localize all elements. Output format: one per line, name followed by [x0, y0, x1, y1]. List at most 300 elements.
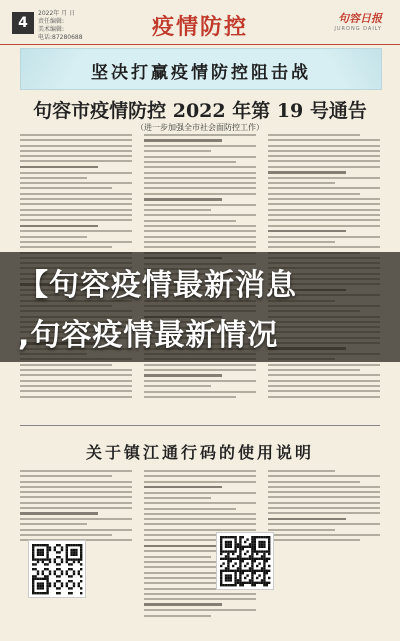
qr-module: [227, 579, 229, 581]
qr-module: [230, 560, 232, 562]
qr-module: [246, 562, 248, 564]
qr-module: [222, 570, 224, 572]
paper-subname: JURONG DAILY: [334, 26, 382, 32]
qr-module: [254, 582, 256, 584]
qr-module: [68, 568, 70, 570]
qr-module: [261, 582, 263, 584]
qr-module: [237, 546, 239, 548]
qr-module: [251, 562, 253, 564]
qr-module: [230, 570, 232, 572]
qr-module: [46, 580, 48, 582]
qr-module: [222, 562, 224, 564]
text-line: [268, 241, 335, 243]
qr-module: [44, 544, 46, 546]
qr-module: [34, 563, 36, 565]
qr-module: [268, 538, 270, 540]
qr-module: [54, 549, 56, 551]
text-line: [144, 380, 256, 382]
qr-module: [230, 579, 232, 581]
text-line: [20, 512, 98, 515]
qr-module: [66, 573, 68, 575]
qr-module: [244, 541, 246, 543]
text-line: [268, 219, 380, 221]
text-line: [268, 374, 380, 376]
section-title: 疫情防控: [151, 14, 248, 40]
text-line: [20, 139, 132, 141]
qr-module: [244, 577, 246, 579]
qr-module: [268, 558, 270, 560]
qr-module: [58, 544, 60, 546]
qr-module: [268, 577, 270, 579]
text-line: [268, 150, 380, 152]
text-line: [20, 529, 132, 531]
qr-module: [254, 536, 256, 538]
qr-module: [58, 556, 60, 558]
qr-module: [230, 550, 232, 552]
text-line: [144, 150, 211, 152]
text-line: [144, 364, 256, 366]
qr-module: [73, 561, 75, 563]
text-line: [20, 246, 112, 248]
text-line: [20, 182, 132, 184]
qr-module: [39, 585, 41, 587]
qr-module: [227, 584, 229, 586]
text-line: [268, 380, 380, 382]
qr-module: [263, 550, 265, 552]
text-line: [144, 518, 256, 520]
qr-module: [54, 570, 56, 572]
text-line: [144, 139, 222, 142]
qr-module: [239, 582, 241, 584]
qr-module: [220, 579, 222, 581]
text-line: [20, 145, 132, 147]
text-line: [20, 155, 132, 157]
text-line: [144, 470, 256, 472]
qr-module: [268, 582, 270, 584]
qr-module: [39, 554, 41, 556]
qr-module: [239, 546, 241, 548]
text-line: [20, 225, 98, 228]
notice-title: 句容市疫情防控 2022 年第 19 号通告: [33, 100, 367, 122]
qr-module: [68, 587, 70, 589]
qr-module: [263, 565, 265, 567]
text-line: [20, 166, 98, 169]
qr-module: [268, 550, 270, 552]
qr-module: [37, 592, 39, 594]
text-line: [268, 193, 360, 195]
qr-module: [34, 592, 36, 594]
qr-module: [56, 551, 58, 553]
qr-module: [58, 551, 60, 553]
qr-module: [234, 570, 236, 572]
text-line: [20, 219, 132, 221]
qr-module: [242, 584, 244, 586]
qr-module: [222, 550, 224, 552]
text-line: [268, 203, 380, 205]
qr-module: [230, 541, 232, 543]
paper-name: 句容日报: [338, 12, 382, 25]
qr-module: [239, 558, 241, 560]
qr-module: [68, 544, 70, 546]
qr-module: [256, 577, 258, 579]
qr-module: [234, 536, 236, 538]
qr-module: [261, 546, 263, 548]
text-line: [144, 220, 236, 222]
text-line: [268, 214, 380, 216]
qr-module: [42, 578, 44, 580]
qr-module: [234, 548, 236, 550]
text-line: [20, 507, 132, 509]
qr-module: [42, 585, 44, 587]
text-line: [268, 236, 380, 238]
qr-module: [251, 541, 253, 543]
text-line: [144, 385, 211, 387]
qr-module: [234, 558, 236, 560]
text-line: [144, 502, 256, 504]
qr-module: [220, 541, 222, 543]
text-line: [20, 534, 112, 536]
qr-module: [261, 543, 263, 545]
qr-module: [44, 563, 46, 565]
qr-module: [34, 544, 36, 546]
qr-module: [263, 558, 265, 560]
qr-module: [80, 556, 82, 558]
qr-module: [227, 543, 229, 545]
qr-module: [239, 579, 241, 581]
text-line: [20, 523, 87, 525]
qr-module: [225, 570, 227, 572]
text-line: [268, 166, 380, 168]
qr-module: [242, 560, 244, 562]
qr-module: [225, 541, 227, 543]
qr-module: [220, 582, 222, 584]
qr-module: [266, 536, 268, 538]
qr-module: [242, 572, 244, 574]
qr-module: [225, 543, 227, 545]
qr-module: [258, 570, 260, 572]
qr-module: [237, 558, 239, 560]
section-divider: [20, 425, 380, 426]
qr-module: [251, 558, 253, 560]
qr-module: [263, 536, 265, 538]
qr-module: [239, 577, 241, 579]
qr-module: [230, 558, 232, 560]
qr-module: [68, 558, 70, 560]
qr-module: [61, 549, 63, 551]
qr-module: [239, 574, 241, 576]
qr-module: [220, 572, 222, 574]
qr-module: [263, 562, 265, 564]
text-line: [144, 241, 256, 243]
text-line: [144, 475, 256, 477]
qr-module: [222, 536, 224, 538]
qr-module: [46, 549, 48, 551]
qr-module: [66, 558, 68, 560]
text-line: [20, 374, 132, 376]
text-line: [20, 214, 132, 216]
qr-module: [263, 560, 265, 562]
text-line: [144, 391, 256, 393]
text-line: [268, 539, 360, 541]
qr-module: [268, 546, 270, 548]
text-line: [144, 246, 256, 248]
qr-module: [32, 585, 34, 587]
qr-module: [239, 538, 241, 540]
qr-module: [73, 554, 75, 556]
qr-module: [46, 592, 48, 594]
qr-module: [227, 567, 229, 569]
qr-module: [234, 572, 236, 574]
qr-module: [258, 574, 260, 576]
qr-module: [246, 550, 248, 552]
text-line: [20, 172, 132, 174]
qr-module: [232, 550, 234, 552]
text-line: [144, 230, 256, 232]
qr-module: [239, 565, 241, 567]
qr-module: [258, 541, 260, 543]
qr-module: [261, 567, 263, 569]
qr-module: [34, 558, 36, 560]
qr-module: [230, 577, 232, 579]
qr-module: [56, 563, 58, 565]
qr-module: [256, 565, 258, 567]
qr-module: [42, 582, 44, 584]
qr-module: [56, 556, 58, 558]
qr-module: [49, 570, 51, 572]
qr-module: [242, 546, 244, 548]
text-line: [268, 470, 335, 472]
qr-module: [249, 555, 251, 557]
text-line: [20, 481, 132, 483]
qr-module: [66, 544, 68, 546]
qr-module: [261, 536, 263, 538]
qr-module: [258, 543, 260, 545]
qr-module: [258, 582, 260, 584]
text-line: [20, 496, 132, 498]
text-line: [20, 198, 132, 200]
text-line: [144, 529, 256, 531]
text-line: [268, 171, 346, 174]
text-line: [144, 556, 211, 558]
qr-module: [261, 558, 263, 560]
qr-module: [37, 573, 39, 575]
text-line: [144, 603, 222, 606]
qr-module: [232, 584, 234, 586]
qr-module: [80, 554, 82, 556]
qr-module: [70, 563, 72, 565]
qr-module: [225, 555, 227, 557]
qr-module: [254, 572, 256, 574]
qr-module: [73, 570, 75, 572]
qr-module: [239, 584, 241, 586]
text-line: [144, 492, 256, 494]
qr-module: [227, 562, 229, 564]
text-line: [20, 470, 132, 472]
qr-module: [49, 573, 51, 575]
qr-module: [225, 577, 227, 579]
qr-module: [61, 570, 63, 572]
text-line: [268, 187, 380, 189]
qr-module: [225, 550, 227, 552]
qr-module: [230, 574, 232, 576]
text-line: [144, 486, 222, 489]
qr-module: [42, 561, 44, 563]
qr-module: [246, 582, 248, 584]
qr-module: [234, 582, 236, 584]
text-line: [144, 481, 256, 483]
qr-module: [44, 558, 46, 560]
qr-module: [239, 550, 241, 552]
qr-module: [70, 587, 72, 589]
qr-module: [49, 582, 51, 584]
meta-line: 电话:87280688: [38, 34, 83, 41]
qr-module: [54, 546, 56, 548]
text-line: [268, 396, 380, 398]
qr-module: [58, 592, 60, 594]
qr-module: [49, 549, 51, 551]
text-line: [268, 182, 335, 184]
qr-module: [227, 570, 229, 572]
text-line: [268, 475, 380, 477]
qr-module: [58, 575, 60, 577]
qr-module: [251, 582, 253, 584]
qr-module: [268, 553, 270, 555]
qr-module: [258, 536, 260, 538]
qr-module: [58, 580, 60, 582]
qr-module: [237, 567, 239, 569]
qr-module: [56, 575, 58, 577]
qr-module: [227, 574, 229, 576]
qr-module: [244, 570, 246, 572]
qr-module: [266, 582, 268, 584]
qr-module: [37, 570, 39, 572]
text-line: [144, 513, 256, 515]
text-line: [20, 177, 87, 179]
qr-module: [268, 541, 270, 543]
article-title: 关于镇江通行码的使用说明: [85, 443, 314, 462]
text-line: [144, 156, 256, 158]
qr-module: [261, 541, 263, 543]
text-line: [20, 209, 132, 211]
qr-module: [234, 562, 236, 564]
qr-module: [32, 578, 34, 580]
qr-module: [70, 575, 72, 577]
text-line: [268, 369, 360, 371]
qr-module: [227, 536, 229, 538]
text-line: [144, 214, 256, 216]
text-line: [144, 193, 256, 195]
text-line: [268, 209, 380, 211]
text-line: [144, 182, 256, 184]
qr-module: [66, 546, 68, 548]
qr-module: [266, 584, 268, 586]
text-line: [144, 204, 256, 206]
qr-module: [78, 585, 80, 587]
text-line: [144, 198, 222, 201]
qr-module: [237, 543, 239, 545]
qr-module: [268, 565, 270, 567]
text-line: [20, 502, 132, 504]
qr-module: [34, 575, 36, 577]
qr-module: [220, 574, 222, 576]
qr-module: [46, 551, 48, 553]
qr-module: [246, 546, 248, 548]
qr-module: [42, 544, 44, 546]
qr-module: [68, 592, 70, 594]
qr-module: [256, 558, 258, 560]
qr-module: [37, 558, 39, 560]
qr-module: [220, 565, 222, 567]
text-line: [268, 230, 346, 233]
qr-module: [263, 553, 265, 555]
qr-module: [261, 579, 263, 581]
qr-module: [227, 553, 229, 555]
qr-module: [80, 580, 82, 582]
qr-module: [258, 562, 260, 564]
qr-module: [39, 544, 41, 546]
qr-module: [78, 544, 80, 546]
qr-module: [32, 563, 34, 565]
qr-module: [44, 575, 46, 577]
qr-module: [230, 536, 232, 538]
qr-module: [251, 560, 253, 562]
qr-module: [37, 585, 39, 587]
text-line: [268, 155, 380, 157]
qr-module: [266, 558, 268, 560]
qr-module: [225, 579, 227, 581]
qr-module: [239, 553, 241, 555]
qr-module: [39, 582, 41, 584]
qr-module: [251, 555, 253, 557]
qr-module: [239, 560, 241, 562]
text-line: [268, 518, 346, 521]
qr-module: [46, 587, 48, 589]
text-line: [20, 518, 132, 520]
qr-module: [249, 543, 251, 545]
qr-module: [32, 558, 34, 560]
qr-module: [70, 549, 72, 551]
qr-module: [61, 561, 63, 563]
qr-module: [46, 568, 48, 570]
qr-module: [80, 592, 82, 594]
qr-module: [54, 582, 56, 584]
qr-module: [266, 570, 268, 572]
qr-module: [49, 546, 51, 548]
qr-module: [237, 579, 239, 581]
qr-module: [227, 577, 229, 579]
qr-module: [37, 578, 39, 580]
text-line: [20, 364, 112, 366]
qr-module: [254, 546, 256, 548]
qr-module: [234, 550, 236, 552]
qr-module: [56, 544, 58, 546]
qr-module: [263, 579, 265, 581]
qr-module: [75, 551, 77, 553]
qr-module: [220, 548, 222, 550]
qr-module: [258, 558, 260, 560]
qr-module: [32, 587, 34, 589]
qr-module: [254, 584, 256, 586]
text-line: [20, 396, 132, 398]
qr-module: [39, 587, 41, 589]
qr-module: [242, 548, 244, 550]
qr-module: [251, 574, 253, 576]
qr-module: [246, 538, 248, 540]
qr-module: [44, 568, 46, 570]
qr-module: [227, 546, 229, 548]
qr-module: [254, 570, 256, 572]
text-line: [268, 177, 380, 179]
